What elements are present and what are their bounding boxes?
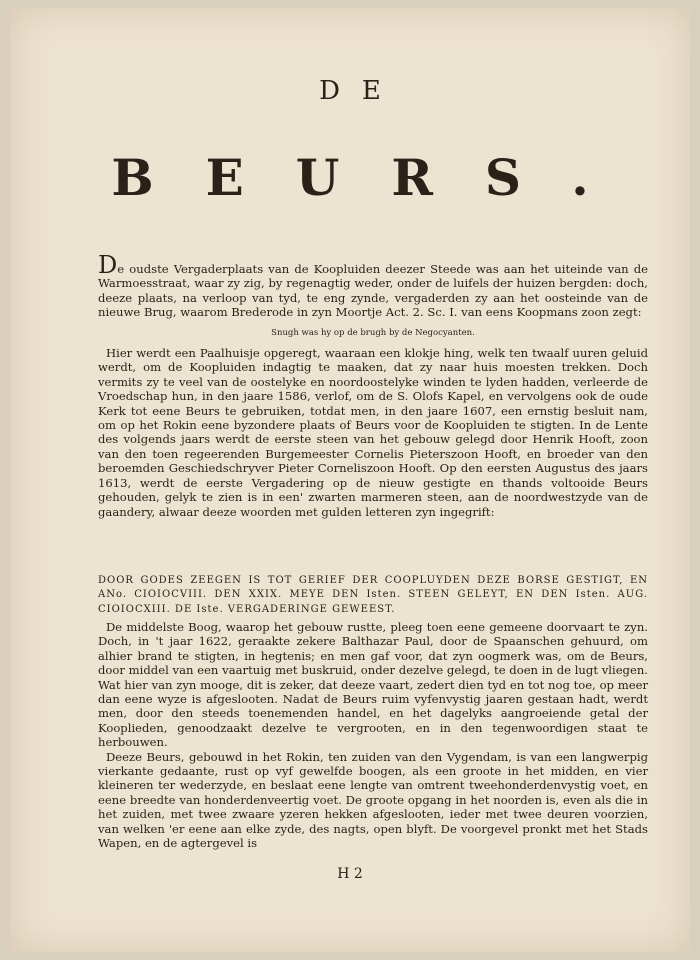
- body-text-top: [98, 251, 648, 519]
- inscription: DOOR GODES ZEEGEN IS TOT GERIEF DER COOPLUYDEN DEZE BORSE GESTIGT, EN ANo. CIOIOCVIII. DEN XXIX. MEYE DEN Isten. STEEN GELEYT, EN DEN Isten. AUG. CIOIOCXIII. DE Iste. VERGADERINGE GEWEEST.: [98, 575, 648, 615]
- document-page: [10, 8, 690, 952]
- paragraph-1: De oudste Vergaderplaats van de Koopluiden deezer Steede was aan het uiteinde van de Warmoesstraat, waar zy zig, by regenagtig weder, onder de luifels der huizen bergden: doch, deeze plaats, na verloop van tyd, te eng zynde, vergaderden zy aan het oosteinde van de nieuwe Brug, waarom Brederode in zyn Moortje Act. 2. Sc. I. van eens Koopmans zoon zegt:: [98, 251, 648, 320]
- brederode-quote: Snugh was hy op de brugh by de Negocyanten.: [271, 327, 475, 338]
- paragraph-4: Deeze Beurs, gebouwd in het Rokin, ten zuiden van den Vygendam, is van een langwerpig vierkante gedaante, rust op vyf gewelfde boogen, als een groote in het midden, en vier kleineren ter wederzyde, en beslaat eene lengte van omtrent tweehonderdenvystig voet, en eene breedte van honderdenveertig voet. De groote opgang in het noorden is, even als die in het zuiden, met twee zwaare yzeren hekken afgeslooten, ieder met twee deuren voorzien, van welken 'er eene aan elke zyde, des nagts, open blyft. De voorgevel pronkt met het Stads Wapen, en de agtergevel is: [98, 749, 648, 851]
- signature-mark: H 2: [337, 866, 363, 882]
- body-text-bottom: [98, 620, 648, 851]
- title-line-2: BEURS.: [111, 148, 641, 207]
- title-line-1: DE: [319, 76, 403, 106]
- paragraph-2: Hier werdt een Paalhuisje opgeregt, waaraan een klokje hing, welk ten twaalf uuren geluid werdt, om de Koopluiden indagtig te maaken, dat zy naar huis moesten trekken. Doch vermits zy te veel van de oostelyke en noordoostelyke winden te lyden hadden, verleerde de Vroedschap hun, in den jaare 1586, verlof, om de S. Olofs Kapel, en vervolgens ook de oude Kerk tot eene Beurs te gebruiken, totdat men, in den jaare 1607, een ernstig besluit nam, om op het Rokin eene byzondere plaats of Beurs voor de Koopluiden te stigten. In de Lente des volgends jaars werdt de eerste steen van het gebouw gelegd door Henrik Hooft, zoon van den toen regeerenden Burgemeester Cornelis Pieterszoon Hooft, en broeder van den beroemden Geschiedschryver Pieter Corneliszoon Hooft. Op den eersten Augustus des jaars 1613, werdt de eerste Vergadering op de nieuw gestigte en thands voltooide Beurs gehouden, gelyk te zien is in een' zwarten marmeren steen, aan de noordwestzyde van de gaandery, alwaar deeze woorden met gulden letteren zyn ingegrift:: [98, 346, 648, 519]
- paragraph-3: De middelste Boog, waarop het gebouw rustte, pleeg toen eene gemeene doorvaart te zyn. Doch, in 't jaar 1622, geraakte zekere Balthazar Paul, door de Spaanschen gehuurd, om alhier brand te stigten, in hegtenis; en men gaf voor, dat zyn oogmerk was, om de Beurs, door middel van een vaartuig met buskruid, onder dezelve gelegd, te doen in de lugt vliegen. Wat hier van zyn mooge, dit is zeker, dat deeze vaart, zedert dien tyd en tot nog toe, op meer dan eene wyze is afgeslooten. Nadat de Beurs ruim vyfenvystig jaaren gestaan hadt, werdt men, door den steeds toenemenden handel, en het dagelyks aangroeiende getal der Kooplieden, genoodzaakt dezelve te vergrooten, en in den tegenwoordigen staat te herbouwen.: [98, 620, 648, 750]
- drop-cap: D: [98, 251, 118, 279]
